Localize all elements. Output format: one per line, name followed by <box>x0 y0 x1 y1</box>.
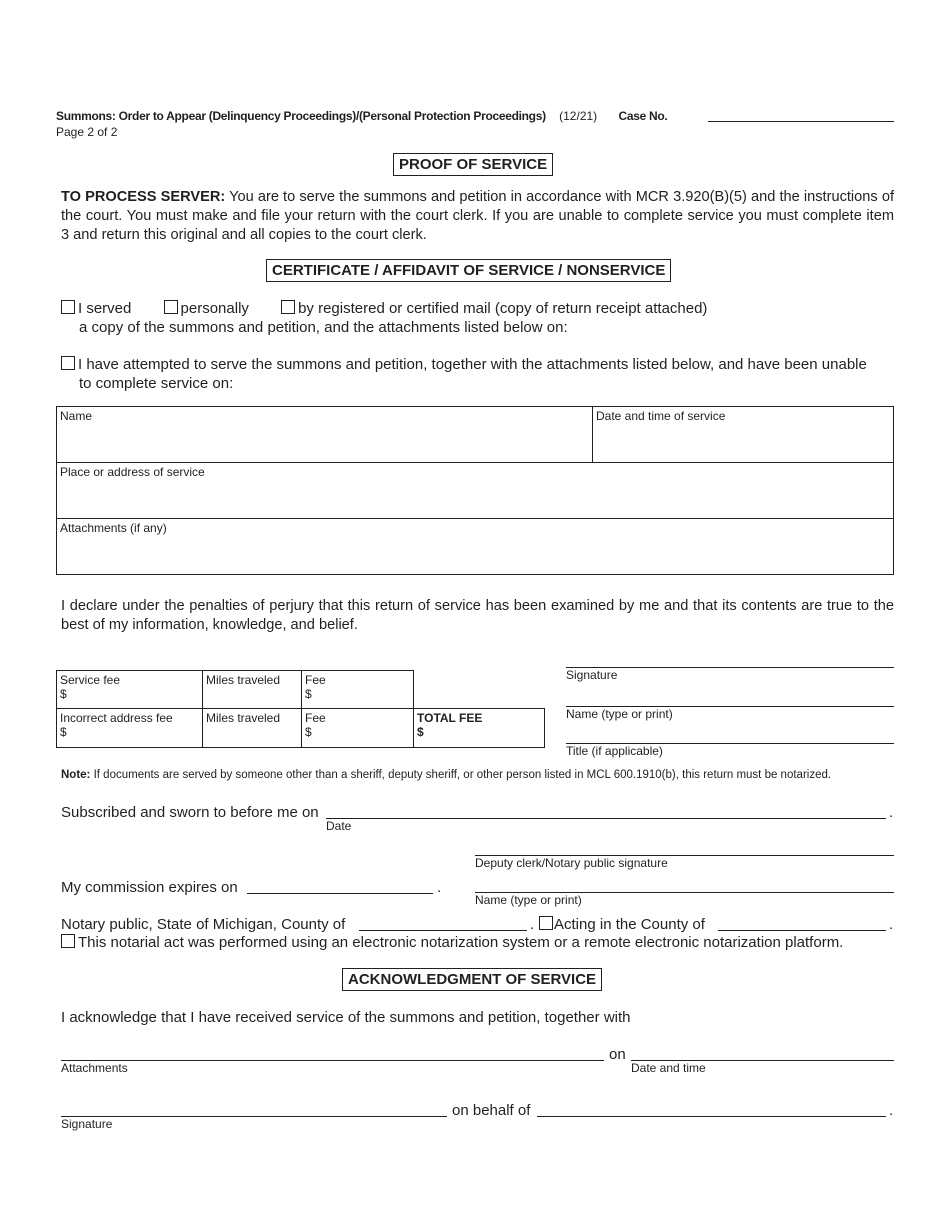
process-server-instructions <box>61 188 894 245</box>
commission-period: . <box>437 879 442 896</box>
subscribed-text: Subscribed and sworn to before me on <box>61 804 319 821</box>
miles-cell-2[interactable] <box>202 708 302 748</box>
case-no-field[interactable] <box>708 121 894 122</box>
acting-county-checkbox[interactable] <box>539 916 553 930</box>
fee-dollar-1: $ <box>305 687 312 701</box>
ack-behalf-line[interactable] <box>537 1116 886 1117</box>
form-header <box>56 109 667 123</box>
form-title: Summons: Order to Appear (Delinquency Proceedings)/(Personal Protection Proceedings) <box>56 109 546 123</box>
notarize-note <box>61 769 831 781</box>
attempted-line2: to complete service on: <box>79 375 234 392</box>
ack-signature-line[interactable] <box>61 1116 447 1117</box>
certificate-title: CERTIFICATE / AFFIDAVIT OF SERVICE / NONSERVICE <box>266 259 671 282</box>
acting-county-line[interactable] <box>718 930 886 931</box>
service-fee-label: Service fee <box>60 673 121 687</box>
mail-checkbox[interactable] <box>281 300 295 314</box>
total-fee-dollar: $ <box>417 725 424 739</box>
form-revision: (12/21) <box>559 109 598 123</box>
i-served-checkbox[interactable] <box>61 300 75 314</box>
notary-name-label: Name (type or print) <box>475 893 582 907</box>
title-label: Title (if applicable) <box>566 744 663 758</box>
attachments-cell[interactable] <box>56 518 894 575</box>
ack-on: on <box>609 1046 626 1063</box>
note-label: Note: <box>61 769 91 781</box>
proof-of-service-title: PROOF OF SERVICE <box>393 153 553 176</box>
fee-dollar-2: $ <box>305 725 312 739</box>
electronic-notarization-checkbox[interactable] <box>61 934 75 948</box>
declaration-text: I declare under the penalties of perjury that this return of service has been examined by me and that its contents are true to the best of my information, knowledge, and belief. <box>61 598 894 633</box>
personally-label: personally <box>180 300 249 317</box>
miles-label-2: Miles traveled <box>206 711 281 725</box>
acknowledgment-title: ACKNOWLEDGMENT OF SERVICE <box>342 968 602 991</box>
signature-label: Signature <box>566 668 618 682</box>
acting-county <box>539 916 705 933</box>
county-text: Notary public, State of Michigan, County of <box>61 916 346 933</box>
subscribed-date-line[interactable] <box>326 818 886 819</box>
fee-cell-2[interactable] <box>301 708 414 748</box>
acknowledgment-text: I acknowledge that I have received service of the summons and petition, together with <box>61 1009 631 1026</box>
attempted-checkbox[interactable] <box>61 356 75 370</box>
process-server-text: You are to serve the summons and petition in accordance with MCR 3.920(B)(5) and the instructions of the court. You must make and file your return with the court clerk. If you are unable to complete service you must complete item 3 and return this original and all copies to the court clerk. <box>61 189 894 243</box>
ack-behalf: on behalf of <box>452 1102 531 1119</box>
commission-text: My commission expires on <box>61 879 238 896</box>
miles-cell-1[interactable] <box>202 670 302 709</box>
service-fee-cell[interactable] <box>56 670 203 709</box>
acting-period: . <box>889 916 894 933</box>
miles-label-1: Miles traveled <box>206 673 281 687</box>
served-options <box>61 300 707 317</box>
process-server-label: TO PROCESS SERVER: <box>61 189 226 205</box>
fee-cell-1[interactable] <box>301 670 414 709</box>
county-line[interactable] <box>359 930 527 931</box>
name-label: Name <box>60 409 93 423</box>
incorrect-fee-dollar: $ <box>60 725 67 739</box>
date-time-cell[interactable] <box>592 406 894 463</box>
service-fee-dollar: $ <box>60 687 67 701</box>
place-cell[interactable] <box>56 462 894 519</box>
total-fee-cell[interactable] <box>413 708 545 748</box>
attempted-text: I have attempted to serve the summons and petition, together with the attachments listed below, and have been unable <box>78 356 867 373</box>
case-no-label: Case No. <box>618 109 668 123</box>
fee-label-2: Fee <box>305 711 326 725</box>
date-time-label: Date and time of service <box>596 409 726 423</box>
ack-period: . <box>889 1102 894 1119</box>
county-period: . <box>530 916 535 933</box>
name-cell[interactable] <box>56 406 593 463</box>
attempted-line1 <box>61 356 867 373</box>
electronic-notarization-label: This notarial act was performed using an electronic notarization system or a remote electronic notarization platform. <box>78 934 844 951</box>
total-fee-label: TOTAL FEE <box>417 711 483 725</box>
subscribed-date-label: Date <box>326 819 352 833</box>
attachments-label: Attachments (if any) <box>60 521 167 535</box>
electronic-notarization <box>61 934 843 951</box>
ack-attachments-label: Attachments <box>61 1061 128 1075</box>
commission-date-line[interactable] <box>247 893 433 894</box>
place-label: Place or address of service <box>60 465 205 479</box>
mail-label: by registered or certified mail (copy of return receipt attached) <box>298 300 708 317</box>
ack-signature-label: Signature <box>61 1117 113 1131</box>
deputy-signature-label: Deputy clerk/Notary public signature <box>475 856 668 870</box>
name-print-label: Name (type or print) <box>566 707 673 721</box>
incorrect-fee-label: Incorrect address fee <box>60 711 173 725</box>
incorrect-fee-cell[interactable] <box>56 708 203 748</box>
subscribed-period: . <box>889 804 894 821</box>
ack-attachments-line[interactable] <box>61 1060 604 1061</box>
ack-date-label: Date and time <box>631 1061 706 1075</box>
personally-checkbox[interactable] <box>164 300 178 314</box>
i-served-label: I served <box>78 300 132 317</box>
served-line2: a copy of the summons and petition, and the attachments listed below on: <box>79 319 568 336</box>
fee-label-1: Fee <box>305 673 326 687</box>
note-text: If documents are served by someone other than a sheriff, deputy sheriff, or other person listed in MCL 600.1910(b), this return must be notarized. <box>93 769 832 781</box>
acting-county-label: Acting in the County of <box>554 916 705 933</box>
page-number: Page 2 of 2 <box>56 125 118 139</box>
